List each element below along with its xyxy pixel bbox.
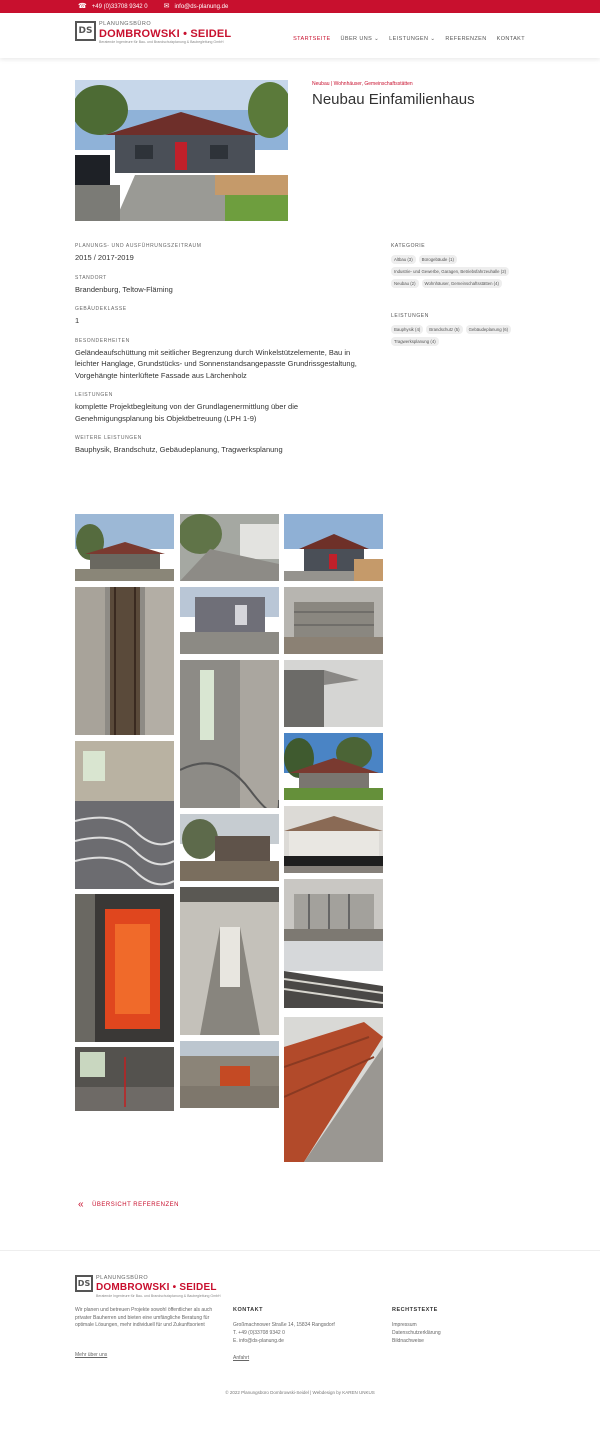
footer-contact-heading: KONTAKT: [233, 1307, 263, 1313]
gallery-photo[interactable]: [75, 514, 174, 581]
sidebar-kategorie-label: KATEGORIE: [391, 243, 426, 249]
detail-label: BESONDERHEITEN: [75, 337, 130, 344]
project-details: [75, 243, 365, 467]
detail-value: 2015 / 2017-2019: [75, 253, 134, 262]
tag-gebaeudeplanung[interactable]: Gebäudeplanung (6): [466, 325, 511, 334]
gallery-photo[interactable]: [284, 733, 383, 800]
logo-name: DOMBROWSKI • SEIDEL: [96, 1282, 217, 1293]
footer-legal: [392, 1306, 441, 1345]
gallery-photo[interactable]: [180, 660, 279, 808]
logo-mark: DS: [75, 21, 96, 41]
phone-icon: ☎: [78, 3, 87, 10]
double-chevron-left-icon: «: [78, 1199, 85, 1210]
detail-label: LEISTUNGEN: [75, 392, 113, 398]
mail-icon: ✉: [163, 3, 170, 10]
tag-altbau[interactable]: Altbau (3): [391, 255, 416, 264]
footer-contact: [233, 1306, 335, 1362]
chevron-down-icon: ⌄: [374, 36, 380, 42]
logo-small-text: PLANUNGSBÜRO: [99, 21, 152, 27]
gallery-photo[interactable]: [284, 660, 383, 727]
nav-startseite[interactable]: [293, 36, 330, 42]
tag-buerogebaeude[interactable]: Bürogebäude (1): [419, 255, 457, 264]
tag-wohnhaeuser[interactable]: Wohnhäuser, Gemeinschaftsstätten (4): [422, 279, 502, 288]
nav-label: KONTAKT: [496, 36, 525, 42]
chevron-down-icon: ⌄: [430, 36, 436, 42]
topbar-email[interactable]: [164, 3, 229, 10]
gallery-photo[interactable]: [284, 587, 383, 654]
footer-logo[interactable]: [75, 1275, 221, 1299]
gallery-photo[interactable]: [75, 741, 174, 889]
leistungen-tags: [391, 325, 526, 346]
project-categories[interactable]: Neubau | Wohnhäuser, Gemeinschaftsstätten: [312, 81, 413, 87]
detail-label: WEITERE LEISTUNGEN: [75, 435, 142, 441]
legal-link-bildnachweise[interactable]: Bildnachweise: [392, 1338, 424, 1344]
hero-image[interactable]: [75, 80, 288, 221]
gallery-photo[interactable]: [75, 587, 174, 735]
nav-label: ÜBER UNS: [340, 36, 373, 42]
sidebar-leistungen-label: LEISTUNGEN: [391, 313, 429, 319]
nav-label: REFERENZEN: [445, 36, 487, 42]
detail-zeitraum: [75, 243, 365, 264]
gallery-photo[interactable]: [284, 1017, 383, 1162]
top-bar: [0, 0, 600, 13]
logo-small-text: PLANUNGSBÜRO: [96, 1275, 149, 1281]
topbar-phone-text: +49 (0)33708 9342 0: [91, 3, 148, 10]
site-footer: [0, 1250, 600, 1432]
nav-referenzen[interactable]: [445, 36, 486, 42]
gallery-photo[interactable]: [284, 806, 383, 873]
nav-label: LEISTUNGEN: [389, 36, 429, 42]
gallery-photo[interactable]: [284, 879, 383, 946]
detail-label: PLANUNGS- UND AUSFÜHRUNGSZEITRAUM: [75, 243, 202, 249]
nav-ueber-uns[interactable]: [341, 36, 380, 42]
tag-bauphysik[interactable]: Bauphysik (4): [391, 325, 423, 334]
legal-link-datenschutz[interactable]: Datenschutzerklärung: [392, 1330, 441, 1336]
page-title: Neubau Einfamilienhaus: [312, 91, 475, 108]
sidebar: [391, 243, 526, 371]
tag-industrie[interactable]: Industrie- und Gewerbe, Garagen, Betriebsfahrzeuhalle (2): [391, 267, 509, 276]
contact-directions-link[interactable]: Anfahrt: [233, 1355, 250, 1361]
nav-label: STARTSEITE: [293, 36, 331, 42]
contact-address: Großmachnower Straße 14, 15834 Rangsdorf: [233, 1322, 335, 1328]
copyright: © 2022 Planungsbüro Dombrowski-Seidel | Webdesign by KAREN UNKUS: [225, 1390, 375, 1395]
gallery-photo[interactable]: [75, 894, 174, 1042]
gallery-photo[interactable]: [180, 587, 279, 654]
logo-name: DOMBROWSKI • SEIDEL: [99, 28, 232, 40]
detail-leistungen: [75, 392, 365, 424]
detail-weitere-leistungen: [75, 435, 365, 456]
topbar-phone[interactable]: [78, 3, 148, 10]
gallery-photo[interactable]: [180, 814, 279, 881]
main-nav: [293, 36, 525, 42]
footer-legal-heading: RECHTSTEXTE: [392, 1307, 438, 1313]
logo-tagline: Beratende Ingenieure für Bau- und Brandschutzplanung & Baubegleitung GmbH: [96, 1294, 221, 1298]
gallery-photo[interactable]: [284, 514, 383, 581]
detail-value: Brandenburg, Teltow-Fläming: [75, 284, 173, 294]
detail-value: 1: [75, 316, 80, 325]
gallery-photo[interactable]: [180, 1041, 279, 1108]
legal-link-impressum[interactable]: Impressum: [392, 1322, 417, 1328]
kategorie-tags: [391, 255, 526, 288]
gallery-photo[interactable]: [180, 887, 279, 1035]
detail-value: Geländeaufschüttung mit seitlicher Begrenzung durch Winkelstützelemente, Bau in leichter Hanglage, Grundstücks- und Sonnenstandsangepasste Grundrissgestaltung, Vorgehängte hinterlüftete Fassade aus Lärchenholz: [75, 347, 357, 380]
contact-email[interactable]: E. info@ds-planung.de: [233, 1338, 284, 1344]
detail-label: STANDORT: [75, 274, 107, 281]
gallery-photo[interactable]: [180, 514, 279, 581]
detail-label: GEBÄUDEKLASSE: [75, 306, 127, 312]
contact-phone[interactable]: T. +49 (0)33708 9342 0: [233, 1330, 285, 1336]
detail-value: komplette Projektbegleitung von der Grundlagenermittlung über die Genehmigungsplanung bis Objektbetreuung (LPH 1-9): [75, 402, 299, 423]
footer-about-text: Wir planen und betreuen Projekte sowohl öffentlicher als auch privater Bauherren und bieten eine umfängliche Beratung für optimale Lösungen, mehr individuell für und Zukunftsorient: [75, 1307, 213, 1328]
detail-standort: [75, 275, 365, 296]
logo-tagline: Beratende Ingenieure für Bau- und Brandschutzplanung & Baubegleitung GmbH: [99, 40, 224, 44]
topbar-email-text: info@ds-planung.de: [174, 3, 229, 10]
site-logo[interactable]: [75, 21, 231, 45]
back-to-references-link[interactable]: [78, 1200, 179, 1210]
gallery-photo[interactable]: [75, 1047, 174, 1111]
detail-value: Bauphysik, Brandschutz, Gebäudeplanung, Tragwerksplanung: [75, 445, 283, 454]
photo-gallery: [75, 514, 383, 1162]
detail-besonderheiten: [75, 338, 365, 382]
detail-gebaeudeklasse: [75, 306, 365, 327]
nav-kontakt[interactable]: [497, 36, 525, 42]
tag-tragwerksplanung[interactable]: Tragwerksplanung (4): [391, 337, 439, 346]
logo-mark: DS: [75, 1275, 93, 1292]
nav-leistungen[interactable]: [389, 36, 435, 42]
footer-more-link[interactable]: Mehr über uns: [75, 1352, 108, 1358]
gallery-photo[interactable]: [284, 941, 383, 1008]
back-label: ÜBERSICHT REFERENZEN: [92, 1202, 179, 1208]
tag-brandschutz[interactable]: Brandschutz (5): [426, 325, 462, 334]
tag-neubau[interactable]: Neubau (2): [391, 279, 419, 288]
site-header: [0, 13, 600, 58]
